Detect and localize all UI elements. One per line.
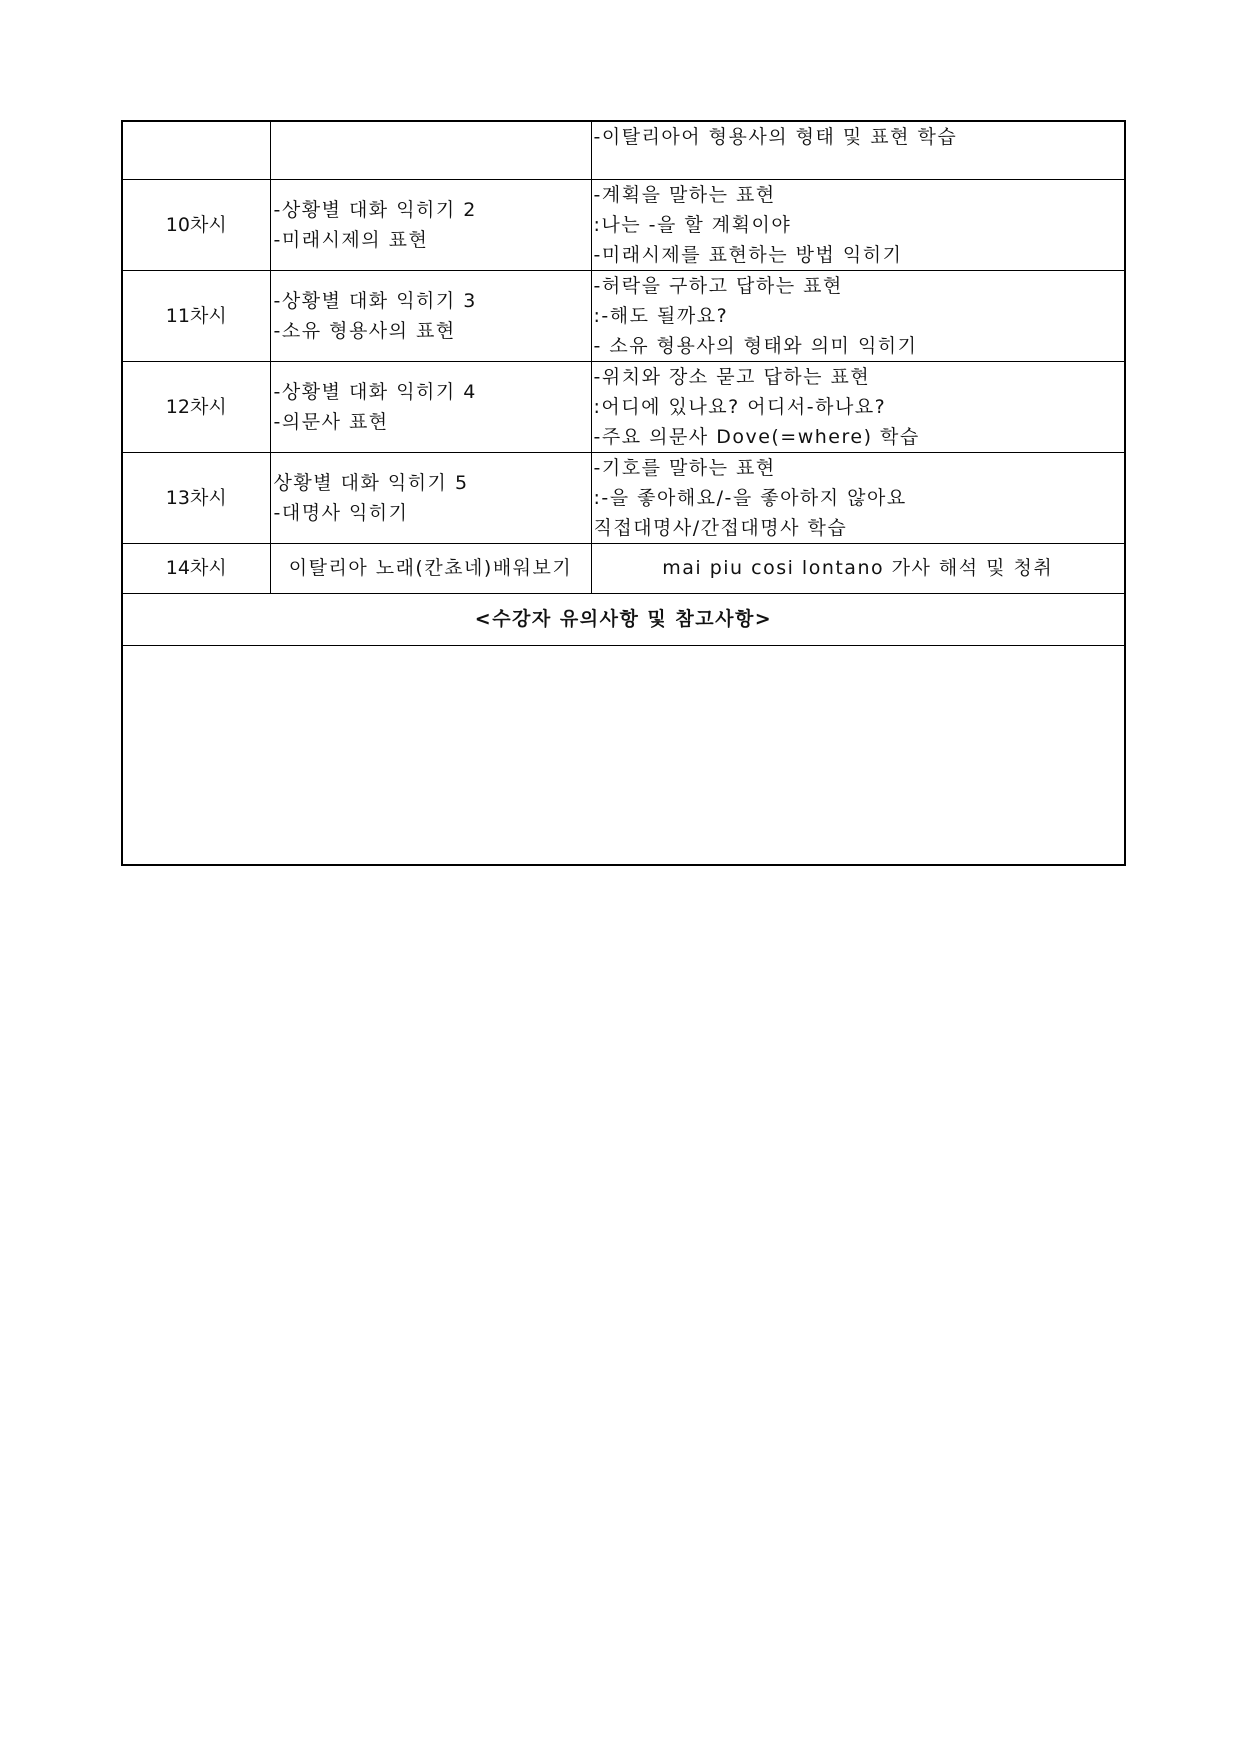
session-label: 10차시 xyxy=(165,213,227,236)
topic-cell xyxy=(270,179,591,270)
content-cell xyxy=(591,179,1125,270)
content-line: :-을 좋아해요/-을 좋아하지 않아요 xyxy=(593,486,907,509)
content-line: 직접대명사/간접대명사 학습 xyxy=(593,516,848,539)
topic-cell xyxy=(270,121,591,179)
table-row xyxy=(122,361,1125,452)
content-line: :나는 -을 할 계획이야 xyxy=(593,213,792,236)
table-row xyxy=(122,270,1125,361)
session-cell xyxy=(122,270,270,361)
session-label: 14차시 xyxy=(165,557,227,579)
content-line: -계획을 말하는 표현 xyxy=(593,183,776,206)
notice-heading: <수강자 유의사항 및 참고사항> xyxy=(122,593,1125,645)
topic-cell xyxy=(270,452,591,543)
topic-line: -상황별 대화 익히기 2 xyxy=(273,198,477,221)
table-row xyxy=(122,543,1125,593)
topic-cell xyxy=(270,543,591,593)
content-cell xyxy=(591,121,1125,179)
session-label: 11차시 xyxy=(165,304,227,327)
notice-heading-row xyxy=(122,593,1125,645)
content-line: -기호를 말하는 표현 xyxy=(593,456,776,479)
content-line: :어디에 있나요? 어디서-하나요? xyxy=(593,395,887,418)
topic-line: -소유 형용사의 표현 xyxy=(273,319,456,342)
content-line: -미래시제를 표현하는 방법 익히기 xyxy=(593,243,903,266)
topic-cell xyxy=(270,361,591,452)
content-line: -허락을 구하고 답하는 표현 xyxy=(593,274,843,297)
content-cell xyxy=(591,452,1125,543)
session-cell xyxy=(122,452,270,543)
content-cell xyxy=(591,361,1125,452)
content-cell xyxy=(591,543,1125,593)
content-line: -위치와 장소 묻고 답하는 표현 xyxy=(593,365,871,388)
topic-line: -미래시제의 표현 xyxy=(273,228,429,251)
topic-line: -상황별 대화 익히기 4 xyxy=(273,380,477,403)
notice-body-row xyxy=(122,645,1125,865)
topic-line: -의문사 표현 xyxy=(273,410,389,433)
session-cell xyxy=(122,543,270,593)
notice-body xyxy=(122,645,1125,865)
content-line: -주요 의문사 Dove(=where) 학습 xyxy=(593,425,920,448)
table-row xyxy=(122,121,1125,179)
content-line: :-해도 될까요? xyxy=(593,304,729,327)
session-label: 12차시 xyxy=(165,395,227,418)
topic-line: 이탈리아 노래(칸쵸네)배워보기 xyxy=(288,557,573,579)
topic-line: -대명사 익히기 xyxy=(273,501,409,524)
content-cell xyxy=(591,270,1125,361)
content-line: mai piu cosi lontano 가사 해석 및 청취 xyxy=(662,557,1054,579)
topic-line: 상황별 대화 익히기 5 xyxy=(273,471,469,494)
session-cell xyxy=(122,179,270,270)
session-label: 13차시 xyxy=(165,486,227,509)
syllabus-table xyxy=(121,120,1126,866)
topic-line: -상황별 대화 익히기 3 xyxy=(273,289,477,312)
session-cell xyxy=(122,121,270,179)
session-cell xyxy=(122,361,270,452)
topic-cell xyxy=(270,270,591,361)
content-line: -이탈리아어 형용사의 형태 및 표현 학습 xyxy=(593,126,958,148)
table-row xyxy=(122,452,1125,543)
content-line: - 소유 형용사의 형태와 의미 익히기 xyxy=(593,334,918,357)
table-row xyxy=(122,179,1125,270)
